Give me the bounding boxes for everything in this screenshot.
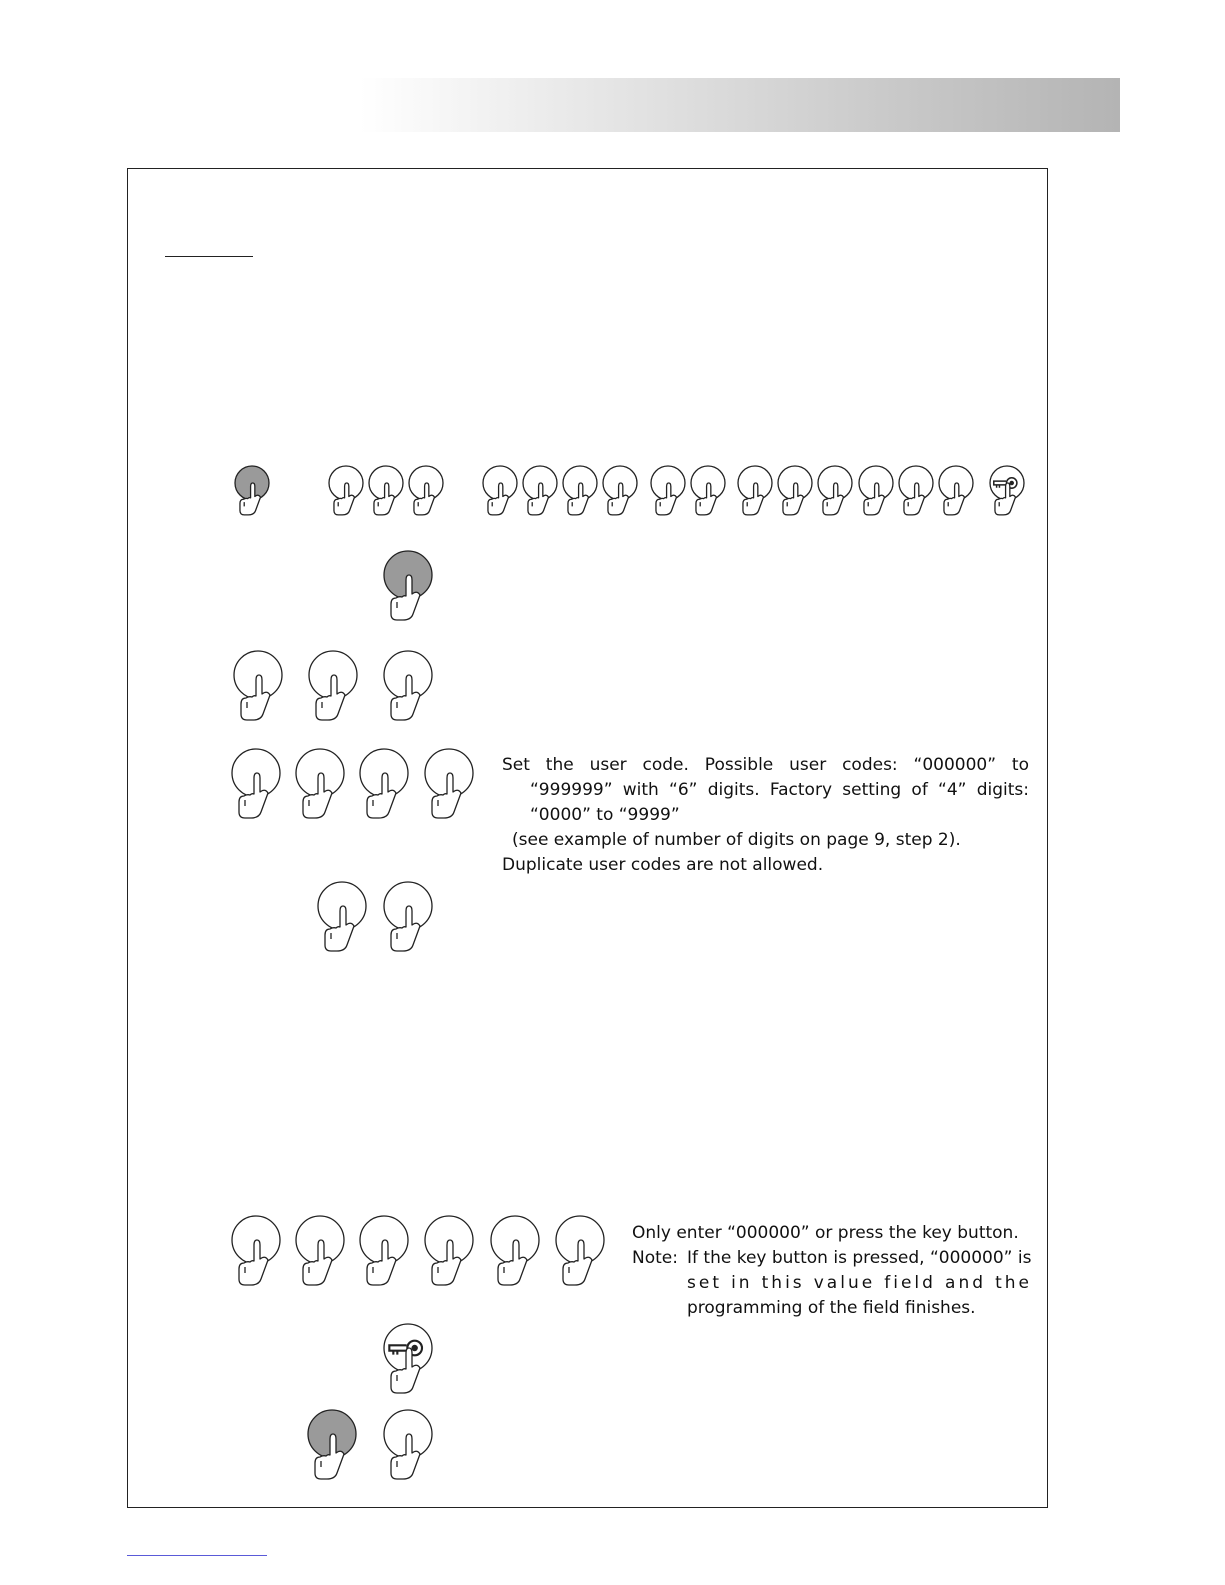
instruction-line: “0000” to “9999”: [530, 805, 680, 825]
user-code-instructions: [502, 753, 1029, 878]
note-line: programming of the field finishes.: [687, 1298, 976, 1318]
press-button: [294, 747, 346, 836]
note-line: If the key button is pressed, “000000” is: [687, 1248, 1032, 1268]
press-button: [316, 880, 368, 969]
footer-link-underline: [127, 1555, 267, 1556]
press-button: [327, 464, 365, 527]
press-button: [649, 464, 687, 527]
instruction-line: (see example of number of digits on page 9, step 2).: [512, 830, 961, 850]
note-line: set in this value field and the: [687, 1273, 1032, 1293]
press-button: [230, 747, 282, 836]
press-button: [561, 464, 599, 527]
press-button: [367, 464, 405, 527]
press-button: [358, 1214, 410, 1303]
instruction-line: “999999” with “6” digits. Factory setting of “4” digits:: [530, 780, 1029, 800]
press-button-filled: [233, 464, 271, 527]
press-button: [554, 1214, 606, 1303]
press-button: [736, 464, 774, 527]
press-button: [601, 464, 639, 527]
key-button: [988, 464, 1026, 527]
note-label: Note:: [632, 1248, 678, 1268]
press-button: [689, 464, 727, 527]
press-button: [382, 1408, 434, 1497]
key-button: [382, 1322, 434, 1411]
press-button: [423, 747, 475, 836]
press-button: [307, 649, 359, 738]
press-button: [294, 1214, 346, 1303]
press-button-filled: [382, 549, 434, 638]
note: [632, 1246, 1032, 1271]
instruction-line: Set the user code. Possible user codes: “000000” to: [502, 755, 1029, 775]
reset-code-instructions: [632, 1221, 1032, 1321]
instruction-line: Duplicate user codes are not allowed.: [502, 855, 824, 875]
press-button: [423, 1214, 475, 1303]
section-title-underline: [165, 256, 253, 257]
press-button: [232, 649, 284, 738]
instruction-line: Only enter “000000” or press the key button.: [632, 1223, 1019, 1243]
press-button: [816, 464, 854, 527]
press-button: [382, 649, 434, 738]
press-button: [857, 464, 895, 527]
press-button: [776, 464, 814, 527]
press-button: [230, 1214, 282, 1303]
press-button: [382, 880, 434, 969]
press-button-filled: [306, 1408, 358, 1497]
press-button: [489, 1214, 541, 1303]
press-button: [521, 464, 559, 527]
press-button: [937, 464, 975, 527]
header-band: [360, 78, 1120, 132]
press-button: [407, 464, 445, 527]
press-button: [897, 464, 935, 527]
press-button: [358, 747, 410, 836]
press-button: [481, 464, 519, 527]
